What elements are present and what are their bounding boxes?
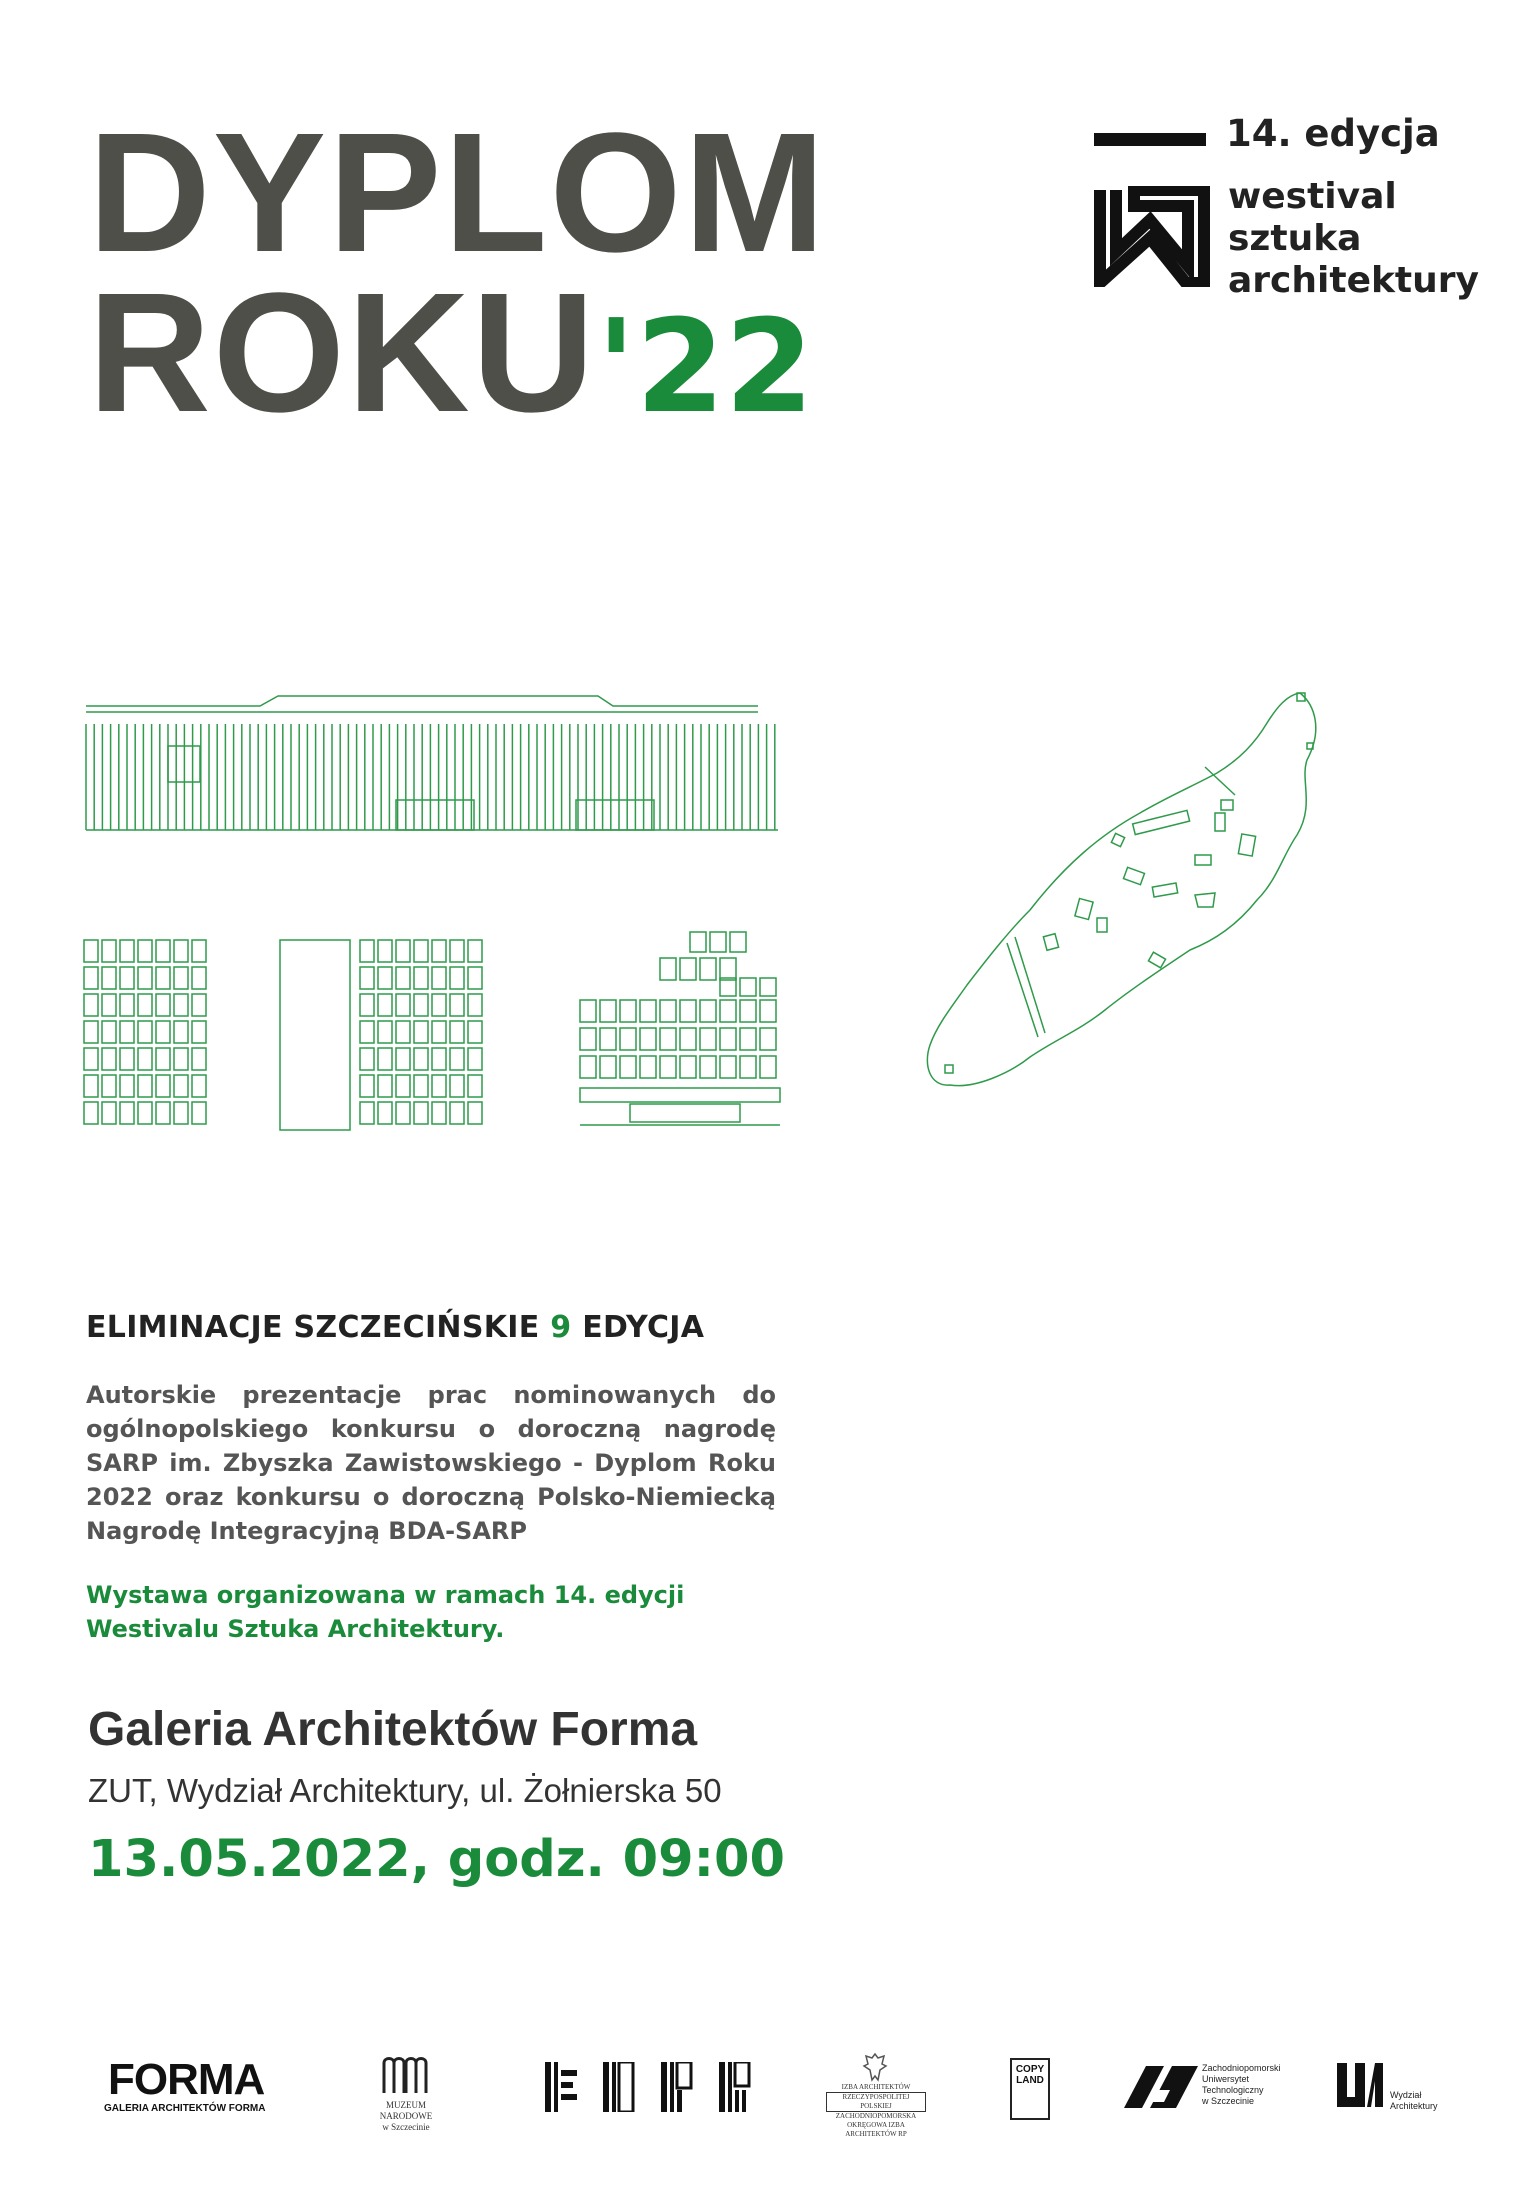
grid-cell xyxy=(468,1075,482,1097)
forma-logo-subtitle: GALERIA ARCHITEKTÓW FORMA xyxy=(104,2103,266,2114)
island-building xyxy=(1195,893,1215,907)
grid-cell xyxy=(640,1028,656,1050)
grid-cell xyxy=(84,1102,98,1124)
grid-cell xyxy=(378,967,392,989)
izba-line: OKRĘGOWA IZBA ARCHITEKTÓW RP xyxy=(845,2121,907,2138)
festival-w-icon xyxy=(1094,186,1210,287)
grid-cell xyxy=(378,1021,392,1043)
wydzial-architektury-text xyxy=(1390,2090,1438,2112)
island-site-plan xyxy=(905,685,1335,1095)
zut-logo-icon xyxy=(1124,2064,1198,2110)
grid-cell xyxy=(102,1075,116,1097)
festival-logo-bar xyxy=(1094,133,1206,146)
festival-name-line: westival xyxy=(1228,176,1397,217)
grid-cell xyxy=(84,1075,98,1097)
grid-cell xyxy=(450,967,464,989)
grid-block-left xyxy=(84,940,206,1124)
grid-cell xyxy=(378,1048,392,1070)
grid-cell xyxy=(174,967,188,989)
zut-line: Zachodniopomorski xyxy=(1202,2063,1281,2073)
grid-cell xyxy=(700,958,716,980)
grid-cell xyxy=(192,940,206,962)
grid-cell xyxy=(378,1075,392,1097)
grid-cell xyxy=(700,1028,716,1050)
facade-door-1 xyxy=(396,800,474,830)
grid-cell xyxy=(760,1028,776,1050)
festival-name xyxy=(1228,176,1479,302)
grid-cell xyxy=(138,1075,152,1097)
grid-cell xyxy=(192,994,206,1016)
grid-cell xyxy=(580,1056,596,1078)
island-building xyxy=(1221,800,1233,810)
grid-cell xyxy=(414,1021,428,1043)
island-building xyxy=(1195,855,1211,865)
festival-edition: 14. edycja xyxy=(1226,112,1440,155)
grid-cell xyxy=(450,1021,464,1043)
grid-cell xyxy=(450,1075,464,1097)
grid-cell xyxy=(600,1028,616,1050)
grid-cell xyxy=(156,967,170,989)
copyland-line: LAND xyxy=(1016,2075,1044,2086)
grid-cell xyxy=(84,1021,98,1043)
grid-cell xyxy=(620,1028,636,1050)
architecture-line-drawing xyxy=(78,680,798,1135)
izba-architektow-text xyxy=(826,2083,926,2139)
grid-right-base xyxy=(580,1088,780,1102)
grid-cell xyxy=(138,1021,152,1043)
copyland-logo xyxy=(1010,2058,1050,2120)
grid-cell xyxy=(102,1048,116,1070)
grid-cell xyxy=(138,940,152,962)
grid-cell xyxy=(680,958,696,980)
venue-name: Galeria Architektów Forma xyxy=(88,1703,698,1756)
island-building xyxy=(1152,883,1177,897)
grid-cell xyxy=(680,1056,696,1078)
grid-cell xyxy=(174,1075,188,1097)
muzeum-line: MUZEUM NARODOWE xyxy=(379,2100,433,2121)
grid-cell xyxy=(730,932,746,952)
elimination-suffix: EDYCJA xyxy=(571,1310,705,1345)
grid-block-middle xyxy=(360,940,482,1124)
wa-line: Architektury xyxy=(1390,2101,1438,2111)
grid-cell xyxy=(156,1102,170,1124)
title-roku: ROKU xyxy=(88,258,597,448)
grid-cell xyxy=(450,994,464,1016)
grid-cell xyxy=(600,1056,616,1078)
grid-cell xyxy=(192,1021,206,1043)
grid-cell xyxy=(84,940,98,962)
grid-cell xyxy=(690,932,706,952)
grid-cell xyxy=(432,1048,446,1070)
title-year: '22 xyxy=(596,293,814,442)
island-building xyxy=(1111,833,1124,846)
wydzial-architektury-logo-icon xyxy=(1335,2061,1385,2109)
zut-line: Technologiczny xyxy=(1202,2085,1264,2095)
grid-central-panel xyxy=(280,940,350,1130)
grid-cell xyxy=(450,1102,464,1124)
muzeum-narodowe-icon xyxy=(380,2055,430,2095)
grid-cell xyxy=(720,1028,736,1050)
grid-cell xyxy=(360,967,374,989)
grid-cell xyxy=(396,967,410,989)
grid-cell xyxy=(156,940,170,962)
grid-cell xyxy=(450,940,464,962)
grid-cell xyxy=(396,1102,410,1124)
facade-door-2 xyxy=(576,800,654,830)
grid-cell xyxy=(740,978,756,996)
venue-address: ZUT, Wydział Architektury, ul. Żołnierska 50 xyxy=(88,1772,722,1809)
description-paragraph: Autorskie prezentacje prac nominowanych do ogólnopolskiego konkursu o doroczną nagrodę SARP im. Zbyszka Zawistowskiego - Dyplom Roku 2022 oraz konkursu o doroczną Polsko-Niemiecką Nagrodę Integracyjną BDA-SARP xyxy=(86,1381,776,1545)
grid-cell xyxy=(760,1000,776,1022)
forma-logo: FORMA xyxy=(108,2055,265,2104)
island-building xyxy=(1215,813,1225,831)
grid-cell xyxy=(760,978,776,996)
zut-line: Uniwersytet xyxy=(1202,2074,1250,2084)
island-building xyxy=(1075,898,1093,919)
grid-cell xyxy=(192,967,206,989)
grid-cell xyxy=(174,994,188,1016)
grid-cell xyxy=(468,1021,482,1043)
grid-block-right xyxy=(580,932,776,1078)
grid-cell xyxy=(102,994,116,1016)
grid-cell xyxy=(174,1048,188,1070)
roof-outline xyxy=(86,696,758,706)
grid-cell xyxy=(740,1056,756,1078)
grid-cell xyxy=(450,1048,464,1070)
island-building xyxy=(1043,934,1058,951)
grid-cell xyxy=(620,1056,636,1078)
grid-cell xyxy=(710,932,726,952)
grid-cell xyxy=(102,1021,116,1043)
grid-cell xyxy=(620,1000,636,1022)
grid-cell xyxy=(120,994,134,1016)
grid-cell xyxy=(120,1048,134,1070)
grid-cell xyxy=(468,940,482,962)
grid-cell xyxy=(156,1021,170,1043)
grid-cell xyxy=(432,940,446,962)
izba-line: RZECZYPOSPOLITEJ POLSKIEJ xyxy=(826,2092,926,2112)
grid-cell xyxy=(580,1000,596,1022)
grid-cell xyxy=(138,1048,152,1070)
grid-cell xyxy=(174,1021,188,1043)
grid-cell xyxy=(414,940,428,962)
event-datetime: 13.05.2022, godz. 09:00 xyxy=(88,1830,785,1889)
grid-cell xyxy=(120,940,134,962)
grid-cell xyxy=(192,1075,206,1097)
grid-cell xyxy=(360,1102,374,1124)
grid-cell xyxy=(360,1021,374,1043)
facade-pilasters xyxy=(86,724,775,830)
izba-line: IZBA ARCHITEKTÓW xyxy=(841,2083,911,2091)
grid-cell xyxy=(396,1048,410,1070)
grid-cell xyxy=(414,967,428,989)
copyland-line: COPY xyxy=(1015,2064,1045,2075)
grid-cell xyxy=(138,994,152,1016)
sarp-logo xyxy=(545,2062,757,2112)
grid-cell xyxy=(360,1048,374,1070)
grid-cell xyxy=(102,940,116,962)
title-line-1: DYPLOM xyxy=(88,98,828,288)
zut-text xyxy=(1202,2063,1281,2107)
elimination-prefix: ELIMINACJE SZCZECIŃSKIE xyxy=(86,1310,551,1345)
grid-cell xyxy=(468,967,482,989)
grid-cell xyxy=(174,1102,188,1124)
grid-cell xyxy=(84,994,98,1016)
grid-cell xyxy=(396,994,410,1016)
grid-cell xyxy=(660,1056,676,1078)
grid-cell xyxy=(414,1102,428,1124)
grid-cell xyxy=(378,940,392,962)
grid-cell xyxy=(468,1048,482,1070)
grid-cell xyxy=(378,1102,392,1124)
grid-cell xyxy=(120,1075,134,1097)
izba-line: ZACHODNIOPOMORSKA xyxy=(835,2112,917,2120)
island-outline xyxy=(927,693,1315,1086)
grid-cell xyxy=(720,1056,736,1078)
grid-cell xyxy=(414,994,428,1016)
grid-cell xyxy=(468,1102,482,1124)
grid-cell xyxy=(740,1028,756,1050)
grid-cell xyxy=(138,967,152,989)
grid-right-plinth xyxy=(630,1104,740,1122)
grid-cell xyxy=(360,940,374,962)
grid-cell xyxy=(414,1075,428,1097)
muzeum-narodowe-text xyxy=(360,2100,452,2133)
grid-cell xyxy=(414,1048,428,1070)
grid-cell xyxy=(156,1075,170,1097)
island-building xyxy=(1148,952,1165,968)
grid-cell xyxy=(600,1000,616,1022)
grid-cell xyxy=(660,1000,676,1022)
grid-cell xyxy=(378,994,392,1016)
grid-cell xyxy=(84,1048,98,1070)
grid-cell xyxy=(468,994,482,1016)
grid-cell xyxy=(120,1021,134,1043)
title-line-2 xyxy=(88,258,814,448)
festival-name-line: architektury xyxy=(1228,260,1479,301)
grid-cell xyxy=(432,967,446,989)
grid-cell xyxy=(396,1021,410,1043)
island-building xyxy=(1123,867,1144,884)
wa-line: Wydział xyxy=(1390,2090,1422,2100)
grid-cell xyxy=(138,1102,152,1124)
festival-name-line: sztuka xyxy=(1228,218,1362,259)
grid-cell xyxy=(760,1056,776,1078)
grid-cell xyxy=(660,958,676,980)
grid-cell xyxy=(660,1028,676,1050)
grid-cell xyxy=(174,940,188,962)
grid-cell xyxy=(720,958,736,980)
grid-cell xyxy=(192,1048,206,1070)
grid-cell xyxy=(156,994,170,1016)
grid-cell xyxy=(432,1021,446,1043)
grid-cell xyxy=(640,1056,656,1078)
grid-cell xyxy=(360,994,374,1016)
grid-cell xyxy=(102,967,116,989)
grid-cell xyxy=(432,1075,446,1097)
grid-cell xyxy=(700,1056,716,1078)
grid-cell xyxy=(720,1000,736,1022)
muzeum-line: w Szczecinie xyxy=(382,2122,430,2132)
island-path-1 xyxy=(1007,943,1038,1037)
grid-cell xyxy=(740,1000,756,1022)
grid-cell xyxy=(360,1075,374,1097)
grid-cell xyxy=(432,1102,446,1124)
elimination-number: 9 xyxy=(550,1310,572,1345)
island-path-2 xyxy=(1015,937,1045,1033)
grid-cell xyxy=(120,1102,134,1124)
island-building xyxy=(1133,810,1190,834)
grid-cell xyxy=(102,1102,116,1124)
island-building xyxy=(945,1065,953,1073)
grid-cell xyxy=(680,1000,696,1022)
eagle-emblem-icon xyxy=(862,2052,888,2082)
elimination-heading xyxy=(86,1310,704,1345)
grid-cell xyxy=(700,1000,716,1022)
exhibition-note: Wystawa organizowana w ramach 14. edycji Westivalu Sztuka Architektury. xyxy=(86,1581,685,1643)
grid-cell xyxy=(580,1028,596,1050)
grid-cell xyxy=(120,967,134,989)
grid-cell xyxy=(84,967,98,989)
grid-cell xyxy=(156,1048,170,1070)
zut-line: w Szczecinie xyxy=(1202,2096,1255,2106)
grid-cell xyxy=(192,1102,206,1124)
island-building xyxy=(1238,834,1255,856)
grid-cell xyxy=(680,1028,696,1050)
grid-cell xyxy=(396,1075,410,1097)
grid-cell xyxy=(396,940,410,962)
island-building xyxy=(1097,918,1107,932)
grid-cell xyxy=(432,994,446,1016)
grid-cell xyxy=(640,1000,656,1022)
